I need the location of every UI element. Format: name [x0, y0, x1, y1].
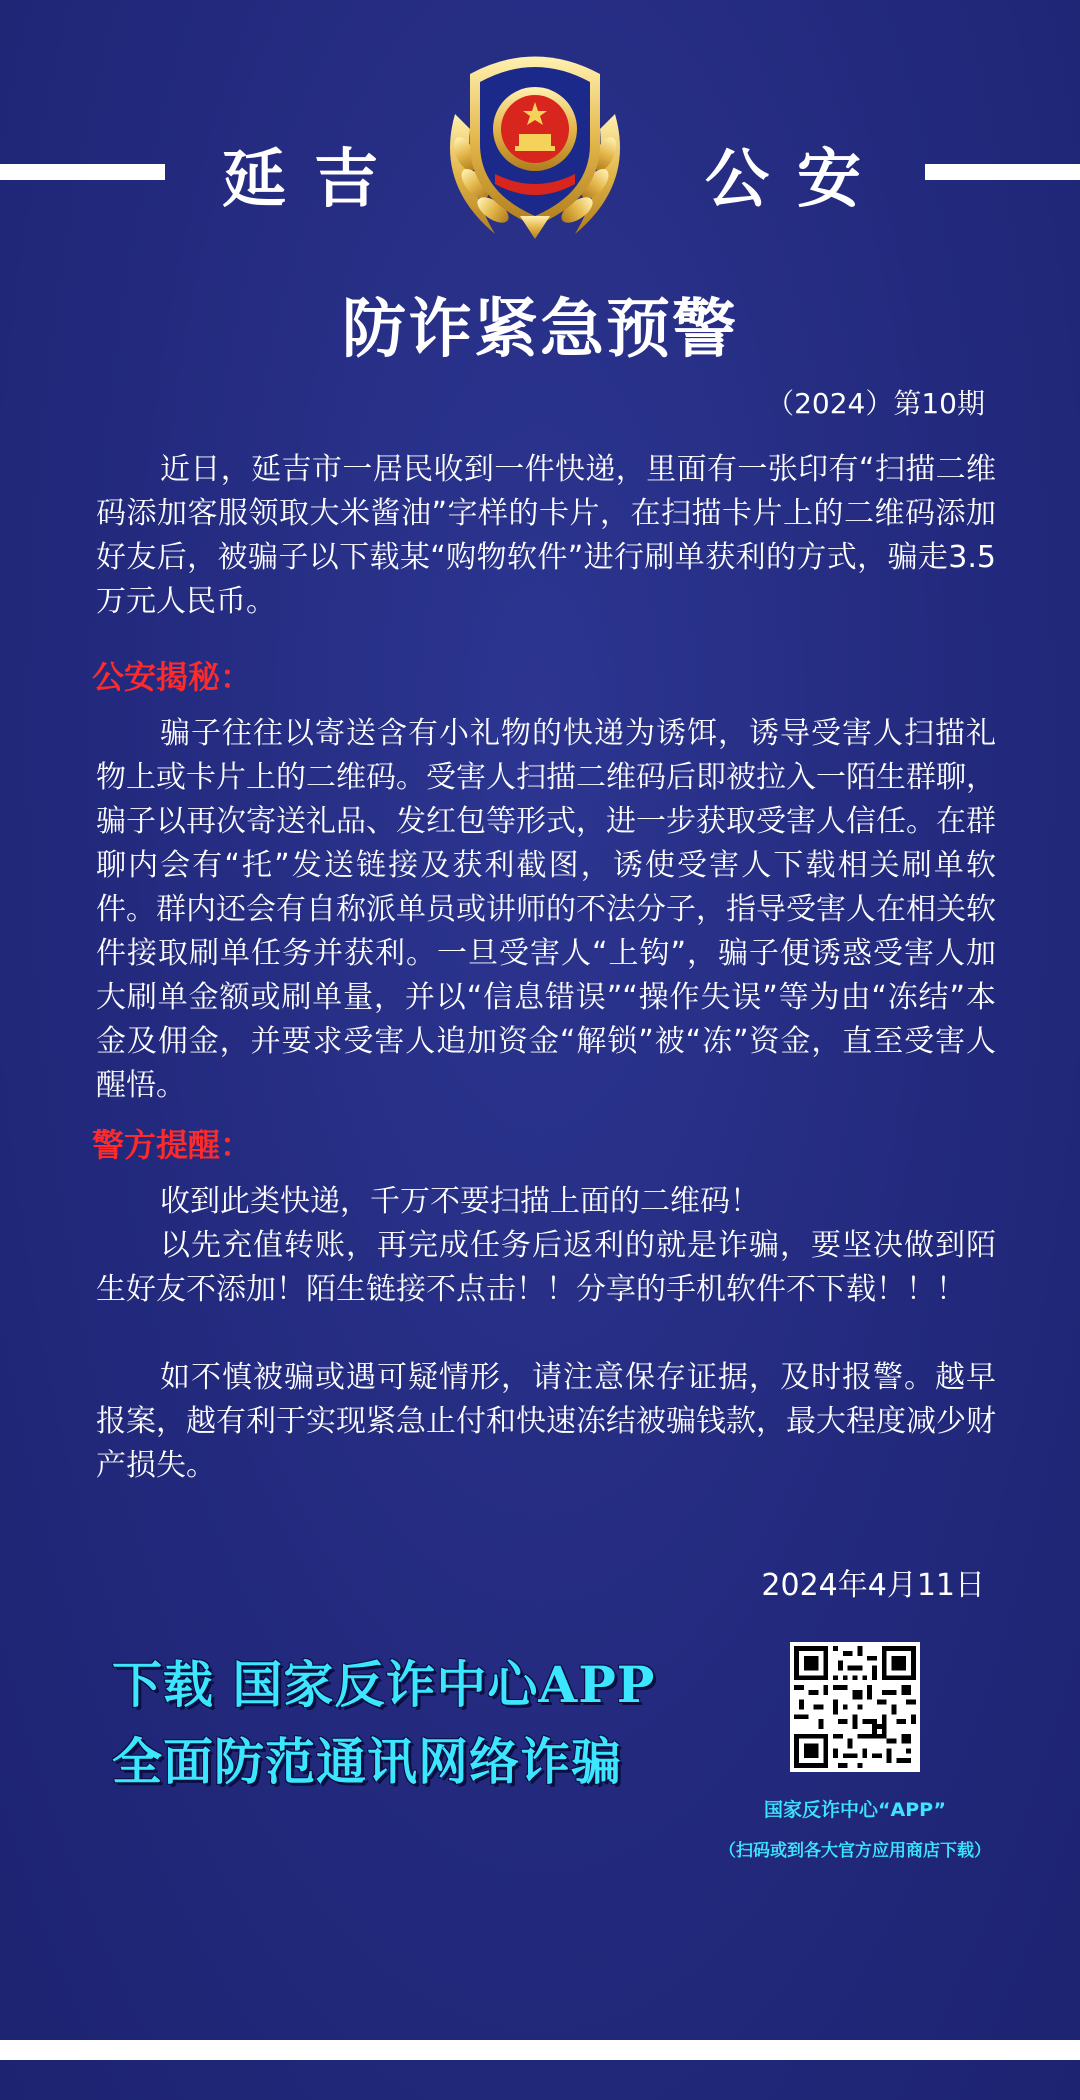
qr-caption-app-name: 国家反诈中心“APP”: [764, 1799, 946, 1821]
header-word-left: 延吉: [222, 142, 406, 217]
header-line-right: [925, 164, 1080, 180]
section-heading-secret: 公安揭秘：: [92, 658, 253, 696]
qr-caption-instruction: （扫码或到各大官方应用商店下载）: [719, 1841, 991, 1861]
slogan-line-1: 下载 国家反诈中心APP: [112, 1655, 656, 1714]
footer-line: [0, 2040, 1080, 2060]
slogan-line-2: 全面防范通讯网络诈骗: [112, 1732, 622, 1791]
remind-paragraph-2: 以先充值转账，再完成任务后返利的就是诈骗，要坚决做到陌生好友不添加！陌生链接不点击！！分享的手机软件不下载！！！: [96, 1228, 996, 1307]
secret-paragraph: 骗子往往以寄送含有小礼物的快递为诱饵，诱导受害人扫描礼物上或卡片上的二维码。受害人扫描二维码后即被拉入一陌生群聊，骗子以再次寄送礼品、发红包等形式，进一步获取受害人信任。在群聊内会有“托”发送链接及获利截图，诱使受害人下载相关刷单软件。群内还会有自称派单员或讲师的不法分子，指导受害人在相关软件接取刷单任务并获利。一旦受害人“上钩”，骗子便诱惑受害人加大刷单金额或刷单量，并以“信息错误”“操作失误”等为由“冻结”本金及佣金，并要求受害人追加资金“解锁”被“冻”资金，直至受害人醒悟。: [96, 716, 996, 1103]
qr-code-icon[interactable]: [790, 1642, 920, 1772]
intro-paragraph: 近日，延吉市一居民收到一件快递，里面有一张印有“扫描二维码添加客服领取大米酱油”字样的卡片，在扫描卡片上的二维码添加好友后，被骗子以下载某“购物软件”进行刷单获利的方式，骗走3.5万元人民币。: [96, 452, 996, 619]
header-word-right: 公安: [705, 142, 889, 217]
header-line-left: [0, 164, 165, 180]
remind-paragraph-1: 收到此类快递，千万不要扫描上面的二维码！: [160, 1184, 760, 1219]
issue-number: （2024）第10期: [766, 387, 985, 420]
section-heading-remind: 警方提醒：: [92, 1126, 253, 1164]
publish-date: 2024年4月11日: [761, 1568, 985, 1603]
police-emblem-icon: [425, 34, 645, 254]
remind-paragraph-3: 如不慎被骗或遇可疑情形，请注意保存证据，及时报警。越早报案，越有利于实现紧急止付和快速冻结被骗钱款，最大程度减少财产损失。: [96, 1360, 996, 1483]
page-title: 防诈紧急预警: [342, 293, 738, 367]
